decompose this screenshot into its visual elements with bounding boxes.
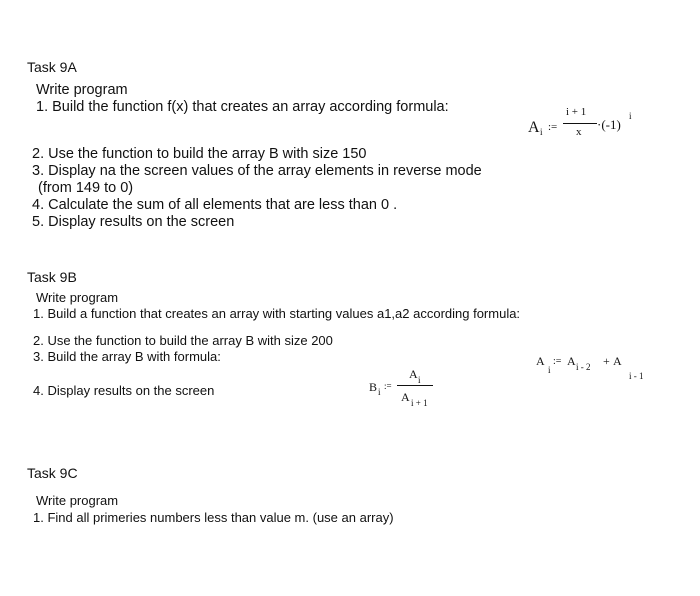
task-9a-item-5: 5. Display results on the screen: [32, 214, 235, 230]
task-9b-item-1: 1. Build a function that creates an array with starting values a1,a2 according formula:: [33, 306, 521, 321]
formula-9b-a-lhs: A: [536, 354, 545, 368]
formula-9b-b-fraction-bar: [397, 385, 433, 386]
task-9c-title: Task 9C: [27, 465, 78, 481]
task-9b-item-3: 3. Build the array B with formula:: [33, 349, 221, 364]
task-9a-item-2: 2. Use the function to build the array B with size 150: [32, 146, 367, 162]
task-9b-title: Task 9B: [27, 269, 77, 285]
formula-9b-b-lhs: B: [369, 380, 378, 394]
formula-9b-a-term1: A: [567, 354, 576, 368]
formula-9b-b-assign: :=: [384, 381, 392, 391]
task-9a-item-1: 1. Build the function f(x) that creates an array according formula:: [36, 99, 449, 115]
formula-9b-b-numerator: A: [409, 367, 418, 381]
task-9b-intro: Write program: [36, 290, 119, 305]
formula-9a-lhs-sub: i: [540, 127, 543, 137]
formula-9b-a-term1-sub: i - 2: [576, 362, 591, 372]
task-9b-item-2: 2. Use the function to build the array B with size 200: [33, 333, 333, 348]
task-9a-title: Task 9A: [27, 59, 77, 75]
task-9a-item-3-cont: (from 149 to 0): [38, 180, 134, 196]
formula-9a-exponent: i: [629, 111, 632, 121]
formula-9a-assign: :=: [548, 121, 558, 133]
formula-9b-b-lhs-sub: i: [378, 387, 381, 397]
formula-9b-b-denominator: A: [401, 390, 410, 404]
task-9a-item-3: 3. Display na the screen values of the array elements in reverse mode: [32, 163, 482, 179]
formula-9b-b-numerator-sub: i: [418, 375, 421, 385]
formula-9a-denominator: x: [576, 126, 582, 138]
formula-9a-fraction-bar: [563, 123, 597, 124]
formula-9b-a-assign: :=: [553, 356, 562, 367]
formula-9b-a-lhs-sub: i: [548, 365, 551, 375]
task-9a-intro: Write program: [36, 82, 128, 98]
task-9a-item-4: 4. Calculate the sum of all elements that are less than 0 .: [32, 197, 398, 213]
formula-9a-numerator: i + 1: [566, 106, 587, 118]
formula-9b-a-term2: A: [613, 354, 622, 368]
formula-9b-a-term2-sub: i - 1: [629, 371, 644, 381]
task-9c-intro: Write program: [36, 493, 119, 508]
formula-9b-a-plus: +: [603, 354, 610, 368]
task-9b-item-4: 4. Display results on the screen: [33, 383, 215, 398]
task-9c-item-1: 1. Find all primeries numbers less than value m. (use an array): [33, 510, 394, 525]
formula-9a-factor: ·(-1): [597, 117, 621, 132]
formula-9a-lhs: A: [528, 119, 540, 136]
formula-9b-b-denominator-sub: i + 1: [411, 398, 428, 408]
